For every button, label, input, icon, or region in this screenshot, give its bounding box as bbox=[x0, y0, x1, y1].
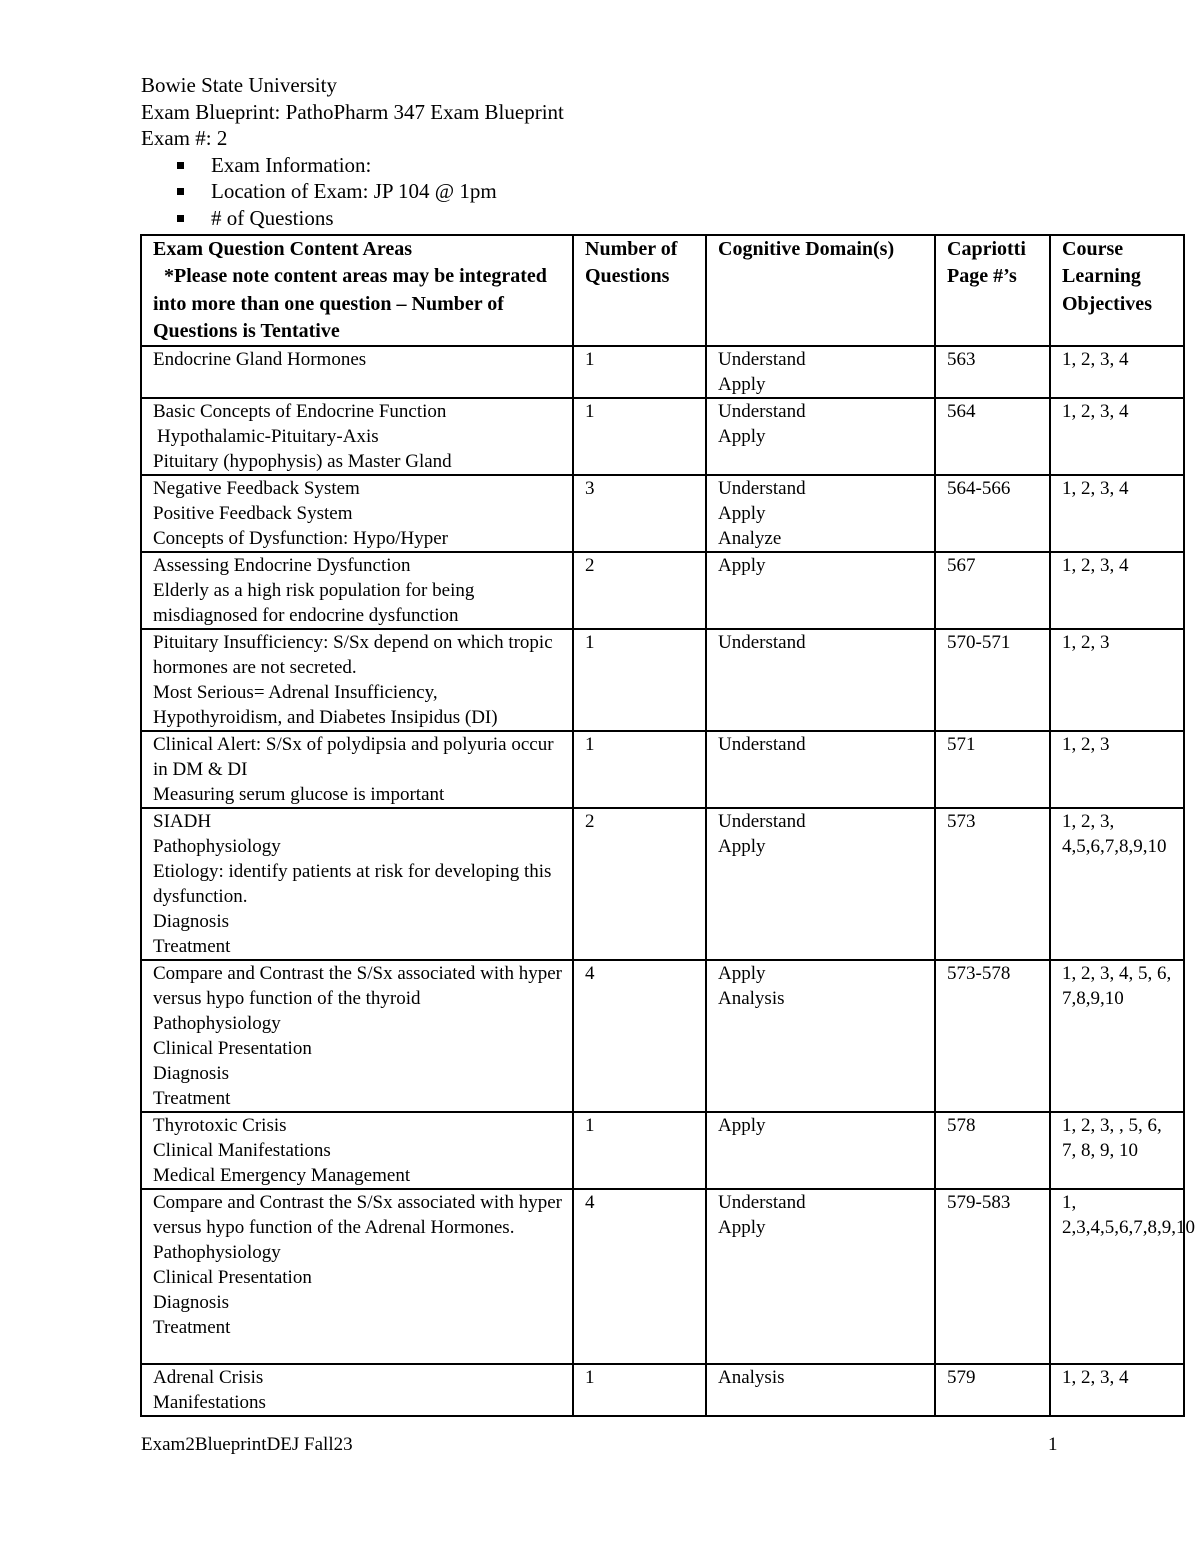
cell-capriotti-pages: 579 bbox=[935, 1364, 1050, 1416]
cell-cognitive-domain-line: Understand bbox=[718, 1192, 806, 1214]
table-row bbox=[141, 1189, 1184, 1364]
cell-cognitive-domain bbox=[706, 808, 935, 960]
cell-number-of-questions: 4 bbox=[573, 1189, 706, 1364]
header-learning-objectives: Course Learning Objectives bbox=[1050, 235, 1184, 346]
cell-cognitive-domain bbox=[706, 475, 935, 552]
table-header-row bbox=[141, 235, 1184, 346]
cell-capriotti-pages: 573 bbox=[935, 808, 1050, 960]
cell-number-of-questions: 1 bbox=[573, 731, 706, 808]
cell-content-area-line: Pathophysiology bbox=[153, 1242, 281, 1264]
cell-content-area-line: Clinical Presentation bbox=[153, 1038, 312, 1060]
cell-cognitive-domain-line: Analysis bbox=[718, 1367, 785, 1389]
cell-cognitive-domain bbox=[706, 398, 935, 475]
cell-learning-objectives: 1, 2, 3, 4 bbox=[1050, 346, 1184, 398]
cell-capriotti-pages: 570-571 bbox=[935, 629, 1050, 731]
cell-content-area-line: Pathophysiology bbox=[153, 1013, 281, 1035]
cell-capriotti-pages: 571 bbox=[935, 731, 1050, 808]
cell-capriotti-pages: 564-566 bbox=[935, 475, 1050, 552]
cell-content-area-line: Thyrotoxic Crisis bbox=[153, 1115, 287, 1137]
cell-learning-objectives: 1, 2, 3, 4 bbox=[1050, 398, 1184, 475]
cell-learning-objectives: 1, 2, 3, 4 bbox=[1050, 1364, 1184, 1416]
cell-cognitive-domain-line: Apply bbox=[718, 1115, 766, 1137]
table-row bbox=[141, 808, 1184, 960]
cell-number-of-questions: 1 bbox=[573, 1364, 706, 1416]
cell-number-of-questions: 2 bbox=[573, 552, 706, 629]
cell-content-area-line: Medical Emergency Management bbox=[153, 1165, 411, 1187]
table-row bbox=[141, 398, 1184, 475]
cell-cognitive-domain bbox=[706, 629, 935, 731]
cell-cognitive-domain bbox=[706, 731, 935, 808]
cell-learning-objectives: 1, 2, 3 bbox=[1050, 731, 1184, 808]
cell-content-area bbox=[141, 1364, 573, 1416]
cell-content-area bbox=[141, 1112, 573, 1189]
header-number-of-questions: Number of Questions bbox=[573, 235, 706, 346]
header-content-note: *Please note content areas may be integrated into more than one question – Number of Questions is Tentative bbox=[153, 265, 547, 342]
cell-cognitive-domain-line: Understand bbox=[718, 349, 806, 371]
cell-content-area-line: Adrenal Crisis bbox=[153, 1367, 264, 1389]
table-row bbox=[141, 1364, 1184, 1416]
cell-cognitive-domain-line: Apply bbox=[718, 503, 766, 525]
cell-learning-objectives: 1, 2, 3 bbox=[1050, 629, 1184, 731]
cell-learning-objectives: 1, 2, 3, 4,5,6,7,8,9,10 bbox=[1050, 808, 1184, 960]
table-row bbox=[141, 960, 1184, 1112]
exam-number: Exam #: 2 bbox=[141, 126, 228, 151]
cell-cognitive-domain-line: Apply bbox=[718, 374, 766, 396]
header-capriotti-pages: Capriotti Page #’s bbox=[935, 235, 1050, 346]
header-content-title: Exam Question Content Areas bbox=[153, 238, 413, 260]
cell-content-area bbox=[141, 731, 573, 808]
cell-cognitive-domain bbox=[706, 1112, 935, 1189]
cell-content-area-line: Negative Feedback System bbox=[153, 478, 360, 500]
cell-number-of-questions: 1 bbox=[573, 1112, 706, 1189]
cell-content-area-line: Clinical Manifestations bbox=[153, 1140, 331, 1162]
page-footer bbox=[141, 1434, 1200, 1456]
cell-content-area-line: Endocrine Gland Hormones bbox=[153, 349, 367, 371]
cell-cognitive-domain-line: Apply bbox=[718, 836, 766, 858]
cell-number-of-questions: 1 bbox=[573, 346, 706, 398]
cell-cognitive-domain-line: Apply bbox=[718, 426, 766, 448]
cell-content-area bbox=[141, 398, 573, 475]
cell-content-area-line: Clinical Presentation bbox=[153, 1267, 312, 1289]
blueprint-title: Exam Blueprint: PathoPharm 347 Exam Blueprint bbox=[141, 99, 564, 124]
cell-capriotti-pages: 563 bbox=[935, 346, 1050, 398]
cell-content-area-line: Manifestations bbox=[153, 1392, 266, 1414]
cell-learning-objectives: 1, 2, 3, 4, 5, 6, 7,8,9,10 bbox=[1050, 960, 1184, 1112]
table-row bbox=[141, 629, 1184, 731]
table-row bbox=[141, 1112, 1184, 1189]
exam-info-item: Exam Information: bbox=[175, 152, 564, 179]
cell-cognitive-domain-line: Apply bbox=[718, 963, 766, 985]
footer-page-number: 1 bbox=[1048, 1434, 1058, 1455]
cell-content-area-line: Positive Feedback System bbox=[153, 503, 353, 525]
cell-number-of-questions: 3 bbox=[573, 475, 706, 552]
cell-capriotti-pages: 578 bbox=[935, 1112, 1050, 1189]
cell-cognitive-domain-line: Analyze bbox=[718, 528, 782, 550]
table-row bbox=[141, 552, 1184, 629]
cell-cognitive-domain bbox=[706, 960, 935, 1112]
table-row bbox=[141, 731, 1184, 808]
question-count-item: # of Questions bbox=[175, 205, 564, 232]
cell-content-area bbox=[141, 808, 573, 960]
cell-capriotti-pages: 567 bbox=[935, 552, 1050, 629]
cell-capriotti-pages: 564 bbox=[935, 398, 1050, 475]
blueprint-table bbox=[140, 234, 1195, 1417]
cell-capriotti-pages: 579-583 bbox=[935, 1189, 1050, 1364]
exam-info-list bbox=[141, 152, 564, 232]
cell-cognitive-domain-line: Apply bbox=[718, 555, 766, 577]
cell-number-of-questions: 4 bbox=[573, 960, 706, 1112]
cell-cognitive-domain-line: Understand bbox=[718, 811, 806, 833]
table-row bbox=[141, 346, 1184, 398]
cell-capriotti-pages: 573-578 bbox=[935, 960, 1050, 1112]
cell-content-area-line: Concepts of Dysfunction: Hypo/Hyper bbox=[153, 528, 448, 550]
cell-content-area-line: Most Serious= Adrenal Insufficiency, Hypothyroidism, and Diabetes Insipidus (DI) bbox=[153, 682, 498, 729]
cell-cognitive-domain-line: Understand bbox=[718, 401, 806, 423]
cell-content-area-line: Compare and Contrast the S/Sx associated with hyper versus hypo function of the Adrenal Hormones. bbox=[153, 1192, 562, 1239]
university-name: Bowie State University bbox=[141, 73, 337, 97]
cell-content-area-line: Diagnosis bbox=[153, 1063, 229, 1085]
cell-content-area bbox=[141, 475, 573, 552]
cell-content-area-line: Treatment bbox=[153, 1088, 231, 1110]
cell-learning-objectives: 1, 2, 3, 4 bbox=[1050, 475, 1184, 552]
cell-content-area-line: Compare and Contrast the S/Sx associated with hyper versus hypo function of the thyroid bbox=[153, 963, 562, 1010]
exam-location-item: Location of Exam: JP 104 @ 1pm bbox=[175, 178, 564, 205]
cell-cognitive-domain-line: Understand bbox=[718, 734, 806, 756]
table-body bbox=[141, 346, 1195, 1416]
cell-number-of-questions: 1 bbox=[573, 629, 706, 731]
cell-content-area-line: Treatment bbox=[153, 936, 231, 958]
cell-content-area bbox=[141, 629, 573, 731]
footer-doc-label: Exam2BlueprintDEJ Fall23 bbox=[141, 1434, 353, 1455]
cell-learning-objectives: 1, 2, 3, , 5, 6, 7, 8, 9, 10 bbox=[1050, 1112, 1184, 1189]
cell-cognitive-domain bbox=[706, 1364, 935, 1416]
header-cognitive-domains: Cognitive Domain(s) bbox=[706, 235, 935, 346]
cell-content-area-line: Measuring serum glucose is important bbox=[153, 784, 445, 806]
cell-content-area-line: Diagnosis bbox=[153, 1292, 229, 1314]
cell-cognitive-domain-line: Apply bbox=[718, 1217, 766, 1239]
cell-cognitive-domain bbox=[706, 346, 935, 398]
cell-learning-objectives: 1, 2, 3, 4 bbox=[1050, 552, 1184, 629]
cell-content-area-line: Hypothalamic-Pituitary-Axis bbox=[157, 426, 379, 448]
cell-cognitive-domain-line: Analysis bbox=[718, 988, 785, 1010]
cell-content-area-line: Pathophysiology bbox=[153, 836, 281, 858]
cell-content-area-line: SIADH bbox=[153, 811, 212, 833]
cell-content-area bbox=[141, 346, 573, 398]
cell-cognitive-domain-line: Understand bbox=[718, 632, 806, 654]
cell-cognitive-domain bbox=[706, 552, 935, 629]
cell-content-area-line: Etiology: identify patients at risk for developing this dysfunction. bbox=[153, 861, 552, 908]
cell-learning-objectives: 1, 2,3,4,5,6,7,8,9,10 bbox=[1050, 1189, 1184, 1364]
cell-content-area-line: Clinical Alert: S/Sx of polydipsia and polyuria occur in DM & DI bbox=[153, 734, 554, 781]
cell-content-area-line: Assessing Endocrine Dysfunction bbox=[153, 555, 411, 577]
cell-content-area-line: Pituitary (hypophysis) as Master Gland bbox=[153, 451, 452, 473]
document-header bbox=[141, 72, 564, 232]
cell-content-area-line: Basic Concepts of Endocrine Function bbox=[153, 401, 447, 423]
table-row bbox=[141, 475, 1184, 552]
cell-number-of-questions: 1 bbox=[573, 398, 706, 475]
cell-cognitive-domain-line: Understand bbox=[718, 478, 806, 500]
cell-number-of-questions: 2 bbox=[573, 808, 706, 960]
cell-content-area bbox=[141, 552, 573, 629]
cell-content-area-line: Elderly as a high risk population for being misdiagnosed for endocrine dysfunction bbox=[153, 580, 475, 627]
cell-content-area-line: Diagnosis bbox=[153, 911, 229, 933]
cell-content-area bbox=[141, 960, 573, 1112]
cell-content-area-line: Pituitary Insufficiency: S/Sx depend on which tropic hormones are not secreted. bbox=[153, 632, 553, 679]
cell-cognitive-domain bbox=[706, 1189, 935, 1364]
header-content-areas bbox=[141, 235, 573, 346]
cell-content-area bbox=[141, 1189, 573, 1364]
cell-content-area-line: Treatment bbox=[153, 1317, 231, 1339]
